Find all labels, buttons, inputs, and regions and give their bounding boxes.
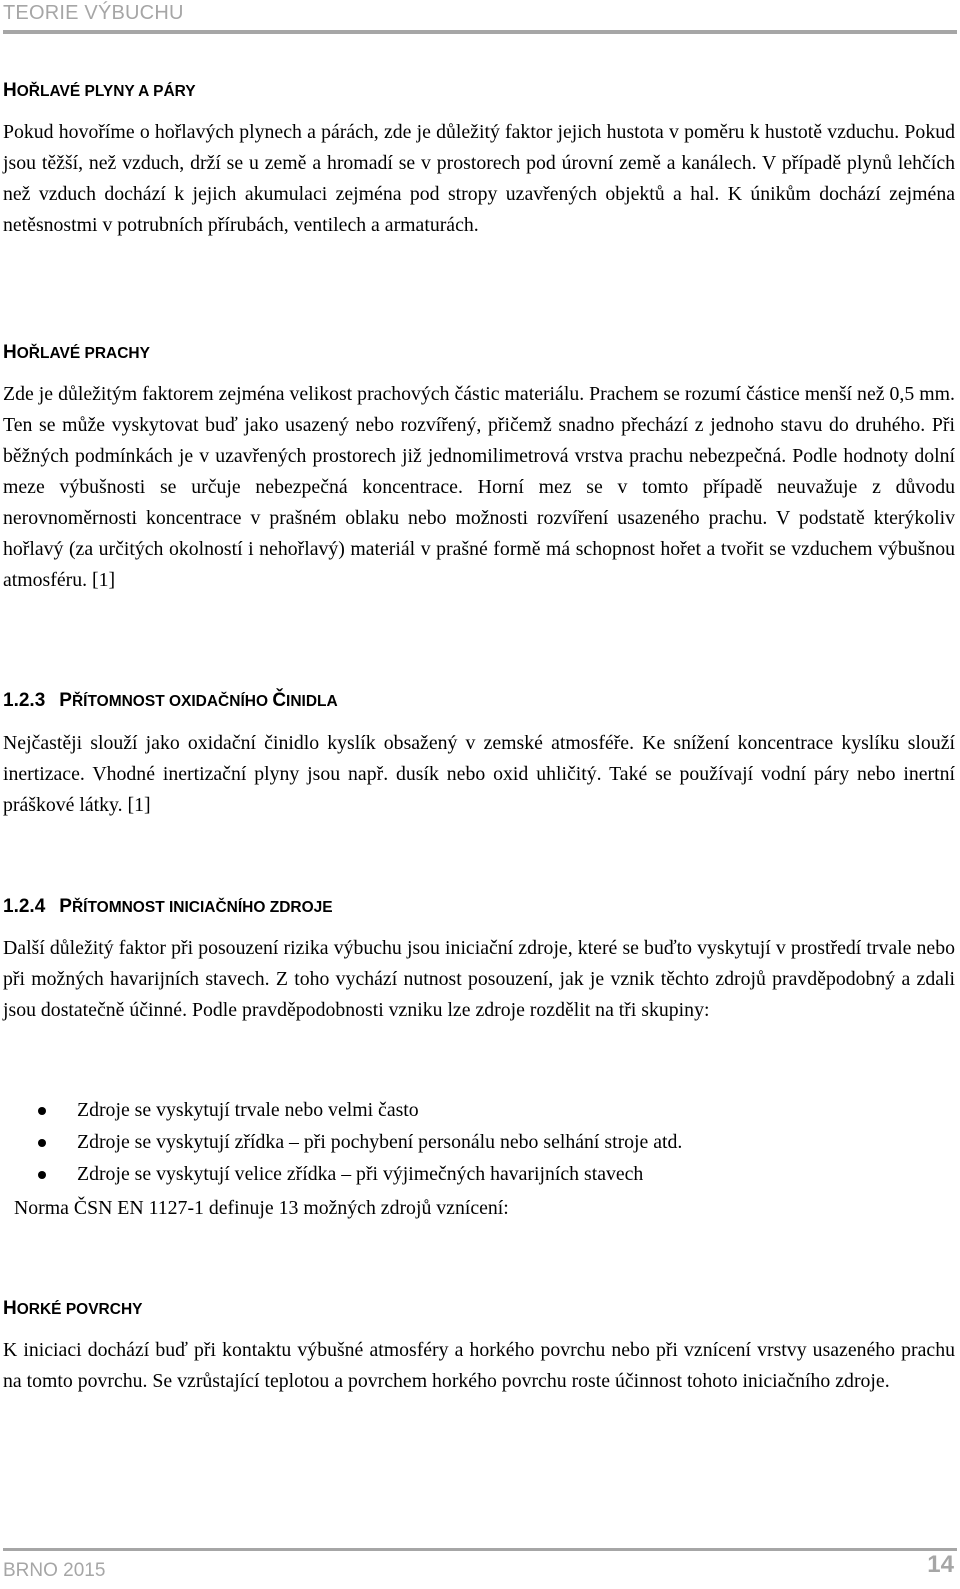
bullet-icon bbox=[38, 1171, 46, 1179]
list-item-text: Zdroje se vyskytují zřídka – při pochybení personálu nebo selhání stroje atd. bbox=[77, 1131, 683, 1153]
heading-hot-surfaces-initial: H bbox=[3, 1298, 17, 1319]
heading-oxidizer-rest-1: ŘÍTOMNOST OXIDAČNÍHO bbox=[71, 693, 273, 710]
paragraph-ignition: Další důležitý faktor při posouzení rizika výbuchu jsou iniciační zdroje, které se buďto vyskytují v prostředí trvale nebo při možných havarijních stavech. Z toho vychází nutnost posouzení, jak je vznik těchto zdrojů pravděpodobný a zdali jsou dostatečně účinné. Podle pravděpodobnosti vzniku lze zdroje rozdělit na tři skupiny: bbox=[3, 937, 955, 1021]
paragraph-dusts: Zde je důležitým faktorem zejména velikost prachových částic materiálu. Prachem se rozumí částice menší než 0,5 mm. Ten se může vyskytovat buď jako usazený nebo rozvířený, přičemž snadno přechází z jednoho stavu do druhého. Při běžných podmínkách je v uzavřených prostorech již jednomilimetrová vrstva prachu nebezpečná. Podle hodnoty dolní meze výbušnosti se určuje nebezpečná koncentrace. Horní mez se v tomto případě neuvažuje z důvodu nerovnoměrnosti koncentrace v prašném oblaku nebo možnosti rozvíření usazeného prachu. V podstatě kterýkoliv hořlavý (za určitých okolností i nehořlavý) materiál v prašné formě má schopnost hořet a tvořit se vzduchem výbušnou atmosféru. [1] bbox=[3, 383, 955, 591]
heading-gases-rest: OŘLAVÉ PLYNY A PÁRY bbox=[16, 83, 196, 100]
heading-ignition-rest: ŘÍTOMNOST INICIAČNÍHO ZDROJE bbox=[71, 899, 333, 916]
heading-oxidizer-number: 1.2.3 bbox=[3, 690, 46, 711]
footer-divider bbox=[3, 1548, 957, 1551]
list-item bbox=[0, 1159, 682, 1191]
list-item-text: Zdroje se vyskytují trvale nebo velmi často bbox=[77, 1099, 419, 1121]
heading-hot-surfaces bbox=[3, 1298, 142, 1320]
bullet-icon bbox=[38, 1139, 46, 1147]
heading-gases-initial: H bbox=[3, 80, 17, 101]
heading-ignition bbox=[3, 896, 333, 918]
page-number: 14 bbox=[927, 1551, 954, 1578]
heading-gases bbox=[3, 80, 196, 102]
heading-ignition-initial: P bbox=[59, 896, 72, 917]
paragraph-hot-surfaces: K iniciaci dochází buď při kontaktu výbušné atmosféry a horkého povrchu nebo při vznícení vrstvy usazeného prachu na tomto povrchu. Se vzrůstající teplotou a povrchem horkého povrchu roste účinnost tohoto iniciačního zdroje. bbox=[3, 1339, 955, 1392]
footer-place-year: BRNO 2015 bbox=[3, 1560, 106, 1581]
running-header-title: TEORIE VÝBUCHU bbox=[3, 2, 184, 24]
paragraph-oxidizer: Nejčastěji slouží jako oxidační činidlo kyslík obsažený v zemské atmosféře. Ke snížení koncentrace kyslíku slouží inertizace. Vhodné inertizační plyny jsou např. dusík nebo oxid uhličitý. Také se používají vodní páry nebo inertní práškové látky. [1] bbox=[3, 732, 955, 816]
ignition-source-list bbox=[0, 1095, 682, 1191]
heading-hot-surfaces-rest: ORKÉ POVRCHY bbox=[16, 1301, 143, 1318]
heading-dusts-initial: H bbox=[3, 342, 17, 363]
list-item bbox=[0, 1127, 682, 1159]
heading-oxidizer-initial: P bbox=[59, 690, 72, 711]
list-item-text: Zdroje se vyskytují velice zřídka – při výjimečných havarijních stavech bbox=[77, 1163, 644, 1185]
heading-oxidizer-rest-2: INIDLA bbox=[286, 693, 338, 710]
heading-dusts bbox=[3, 342, 150, 364]
heading-oxidizer bbox=[3, 690, 338, 712]
list-item bbox=[0, 1095, 682, 1127]
heading-oxidizer-initial-2: Č bbox=[272, 690, 287, 711]
standard-note: Norma ČSN EN 1127-1 definuje 13 možných zdrojů vznícení: bbox=[14, 1197, 509, 1219]
heading-dusts-rest: OŘLAVÉ PRACHY bbox=[16, 345, 150, 362]
paragraph-gases: Pokud hovoříme o hořlavých plynech a párách, zde je důležitý faktor jejich hustota v poměru k hustotě vzduchu. Pokud jsou těžší, než vzduch, drží se u země a hromadí se v prostorech pod úrovní země a kanálech. V případě plynů lehčích než vzduch dochází k jejich akumulaci zejména pod stropy uzavřených objektů a hal. K únikům dochází zejména netěsnostmi v potrubních přírubách, ventilech a armaturách. bbox=[3, 121, 955, 236]
heading-ignition-number: 1.2.4 bbox=[3, 896, 46, 917]
header-divider bbox=[3, 30, 957, 34]
bullet-icon bbox=[38, 1107, 46, 1115]
